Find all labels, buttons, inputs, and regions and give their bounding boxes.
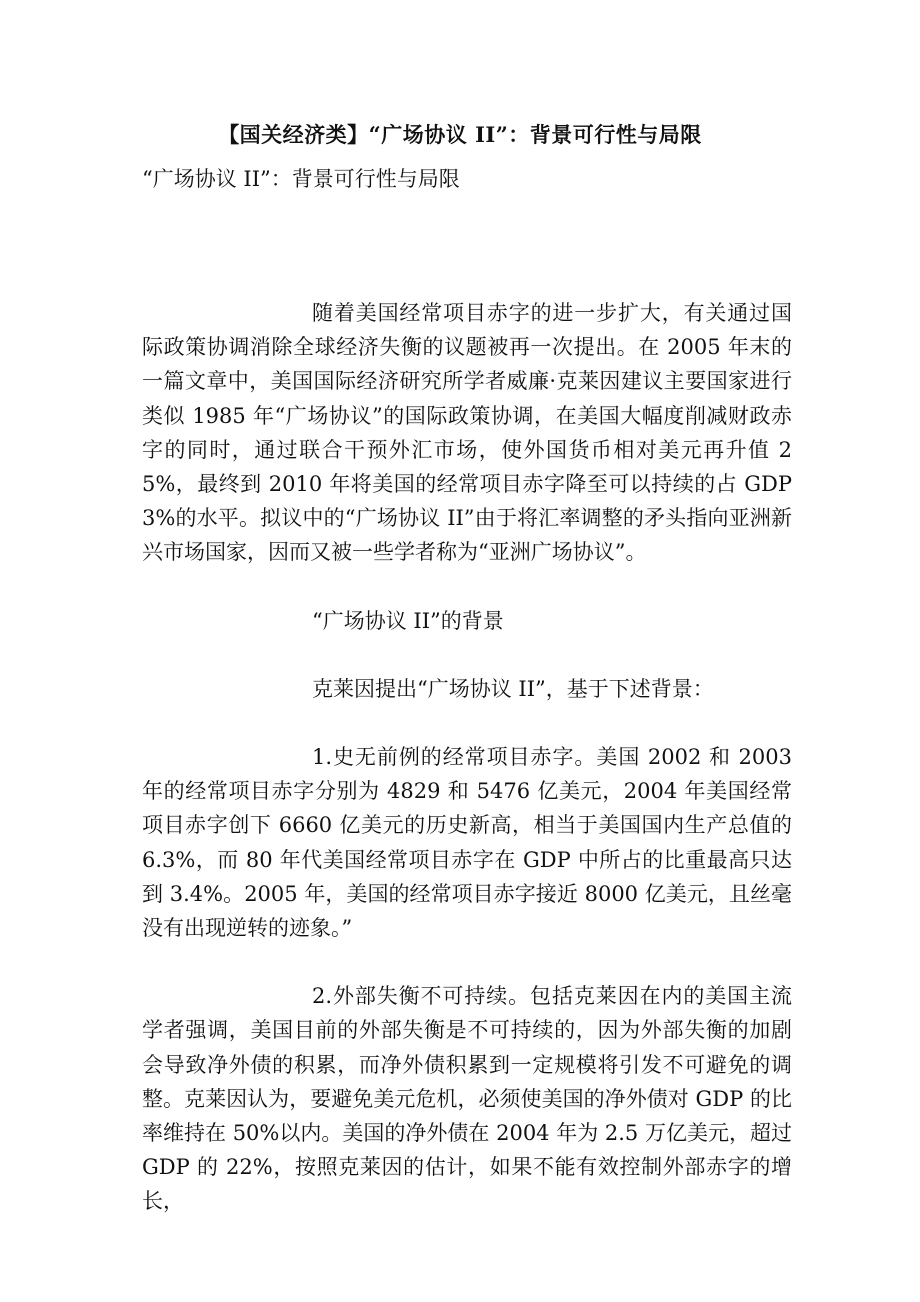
paragraph-gap: [142, 945, 792, 979]
document-title: 【国关经济类】“广场协议 II”：背景可行性与局限: [218, 122, 702, 147]
paragraph-background-intro: 克莱因提出“广场协议 II”，基于下述背景：: [312, 676, 714, 701]
paragraph-gap: [142, 638, 792, 672]
paragraph-point-2: 2.外部失衡不可持续。包括克莱因在内的美国主流学者强调，美国目前的外部失衡是不可持续的，因为外部失衡的加剧会导致净外债的积累，而净外债积累到一定规模将引发不可避免的调整。克莱因认为，要避免美元危机，必须使美国的净外债对 GDP 的比率维持在 50%以内。美国的净外债在 2004 年为 2.5 万亿美元，超过 GDP 的 22%，按照克莱因的估计，如果不能有效控制外部赤字的增长，: [142, 984, 792, 1214]
paragraph-gap: [142, 706, 792, 740]
paragraph-gap: [142, 570, 792, 604]
section-heading-background: “广场协议 II”的背景: [312, 608, 504, 633]
paragraph-intro: 随着美国经常项目赤字的进一步扩大，有关通过国际政策协调消除全球经济失衡的议题被再一次提出。在 2005 年末的一篇文章中，美国国际经济研究所学者威廉·克莱因建议主要国家进行类似 1985 年“广场协议”的国际政策协调，在美国大幅度削减财政赤字的同时，通过联合干预外汇市场，使外国货币相对美元再升值 25%，最终到 2010 年将美国的经常项目赤字降至可以持续的占 GDP3%的水平。拟议中的“广场协议 II”由于将汇率调整的矛头指向亚洲新兴市场国家，因而又被一些学者称为“亚洲广场协议”。: [142, 301, 792, 565]
document-body: [142, 296, 792, 1219]
document-subtitle: “广场协议 II”：背景可行性与局限: [142, 167, 460, 191]
paragraph-point-1: 1.史无前例的经常项目赤字。美国 2002 和 2003 年的经常项目赤字分别为 4829 和 5476 亿美元，2004 年美国经常项目赤字创下 6660 亿美元的历史新高，相当于美国国内生产总值的 6.3%，而 80 年代美国经常项目赤字在 GDP 中所占的比重最高只达到 3.4%。2005 年，美国的经常项目赤字接近 8000 亿美元，且丝毫没有出现逆转的迹象。”: [142, 745, 792, 941]
